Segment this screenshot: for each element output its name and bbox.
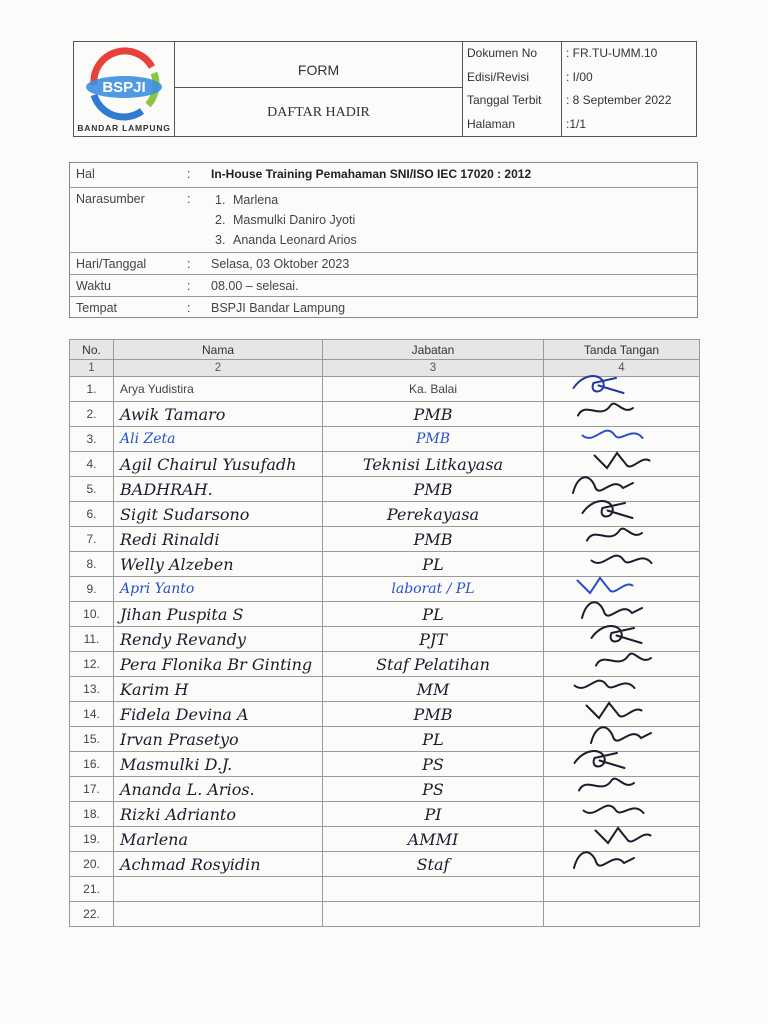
signature-cell — [544, 877, 700, 902]
attendee-name-text: Ananda L. Arios. — [120, 779, 255, 799]
meta-value: :1/1 — [566, 116, 587, 131]
row-number: 4. — [70, 452, 114, 477]
attendee-position — [323, 752, 544, 777]
info-row-hal — [70, 163, 697, 188]
attendee-position-text: MM — [416, 679, 450, 699]
attendee-position — [323, 377, 544, 402]
attendee-name — [114, 702, 323, 727]
attendee-position — [323, 827, 544, 852]
speaker-item: 1. Marlena — [215, 193, 279, 207]
column-header-tanda-tangan: Tanda Tangan — [544, 340, 700, 360]
row-number: 6. — [70, 502, 114, 527]
column-index: 3 — [323, 360, 544, 377]
info-value-hal: In-House Training Pemahaman SNI/ISO IEC 17020 : 2012 — [211, 167, 532, 181]
attendee-name — [114, 802, 323, 827]
info-row-waktu — [70, 275, 697, 297]
row-number: 11. — [70, 627, 114, 652]
meta-key: Tanggal Terbit — [467, 93, 542, 107]
info-label: Narasumber — [76, 192, 145, 206]
attendee-position — [323, 727, 544, 752]
attendee-position-text: PI — [424, 804, 442, 824]
attendee-position — [323, 527, 544, 552]
info-label: Tempat — [76, 301, 117, 315]
attendee-name-text: Jihan Puspita S — [120, 604, 244, 624]
row-number: 5. — [70, 477, 114, 502]
attendee-name — [114, 902, 323, 927]
attendee-name — [114, 727, 323, 752]
attendee-position-text: AMMI — [407, 829, 459, 849]
speaker-item: 2. Masmulki Daniro Jyoti — [215, 213, 356, 227]
attendee-name-text: Masmulki D.J. — [120, 754, 233, 774]
attendee-name — [114, 402, 323, 427]
attendee-position-text: PMB — [413, 704, 453, 724]
attendee-position-text: Perekayasa — [386, 504, 480, 524]
row-number: 1. — [70, 377, 114, 402]
attendee-position-text: PS — [422, 754, 444, 774]
attendee-name-text: Rizki Adrianto — [120, 804, 236, 824]
column-index: 2 — [114, 360, 323, 377]
info-colon: : — [187, 301, 191, 315]
meta-key: Halaman — [467, 116, 516, 131]
speaker-list — [215, 190, 357, 250]
meta-value: : 8 September 2022 — [566, 93, 672, 107]
attendee-position-text: Ka. Balai — [408, 382, 458, 396]
meta-value: : FR.TU-UMM.10 — [566, 46, 658, 60]
form-title: DAFTAR HADIR — [267, 105, 370, 120]
row-number: 14. — [70, 702, 114, 727]
meta-keys — [463, 42, 562, 136]
attendee-position-text: Staf Pelatihan — [376, 654, 490, 674]
attendee-name-text: Marlena — [120, 829, 188, 849]
attendee-position-text: PJT — [419, 629, 447, 649]
attendee-name — [114, 377, 323, 402]
attendee-name — [114, 752, 323, 777]
attendee-position — [323, 602, 544, 627]
info-value-waktu: 08.00 – selesai. — [211, 279, 299, 293]
attendee-position-text: PL — [422, 604, 444, 624]
info-label: Waktu — [76, 279, 111, 293]
attendee-name-text: Pera Flonika Br Ginting — [120, 654, 313, 674]
info-label: Hari/Tanggal — [76, 257, 147, 271]
logo-name: BSPJI — [102, 79, 146, 96]
attendee-name — [114, 877, 323, 902]
attendee-position-text: PS — [422, 779, 444, 799]
attendee-name — [114, 777, 323, 802]
attendee-name-text: Welly Alzeben — [120, 554, 234, 574]
form-header — [73, 41, 697, 137]
info-value-tanggal: Selasa, 03 Oktober 2023 — [211, 257, 350, 271]
attendee-name-text: Karim H — [120, 679, 189, 699]
attendee-name-text: BADHRAH. — [120, 479, 213, 499]
row-number: 16. — [70, 752, 114, 777]
column-header-no: No. — [70, 340, 114, 360]
meta-key: Edisi/Revisi — [467, 69, 530, 84]
attendee-position — [323, 427, 544, 452]
attendee-name — [114, 602, 323, 627]
attendee-name — [114, 527, 323, 552]
row-number: 10. — [70, 602, 114, 627]
speaker-item: 3. Ananda Leonard Arios — [215, 233, 357, 247]
info-row-tempat — [70, 297, 697, 318]
column-header-jabatan: Jabatan — [323, 340, 544, 360]
attendee-position — [323, 627, 544, 652]
attendee-position — [323, 902, 544, 927]
form-title-cell — [175, 42, 463, 136]
attendee-position — [323, 477, 544, 502]
signature-cell — [544, 902, 700, 927]
row-number: 15. — [70, 727, 114, 752]
column-index: 4 — [544, 360, 700, 377]
attendee-position — [323, 452, 544, 477]
attendee-name — [114, 452, 323, 477]
attendee-position-text: PL — [422, 729, 444, 749]
attendee-position — [323, 502, 544, 527]
attendee-name — [114, 427, 323, 452]
attendee-name — [114, 477, 323, 502]
column-index: 1 — [70, 360, 114, 377]
attendee-name-text: Ali Zeta — [120, 431, 176, 447]
attendee-name-text: Arya Yudistira — [120, 382, 194, 396]
attendee-position-text: PL — [422, 554, 444, 574]
info-colon: : — [187, 167, 191, 181]
attendee-name-text: Achmad Rosyidin — [120, 854, 261, 874]
attendee-name — [114, 827, 323, 852]
info-colon: : — [187, 257, 191, 271]
logo-caption: BANDAR LAMPUNG — [77, 123, 171, 133]
row-number: 7. — [70, 527, 114, 552]
attendee-position-text: PMB — [415, 431, 451, 447]
attendance-table — [69, 339, 700, 927]
attendee-position — [323, 777, 544, 802]
signature-cell — [544, 852, 700, 877]
attendee-position — [323, 877, 544, 902]
row-number: 12. — [70, 652, 114, 677]
attendee-position-text: PMB — [413, 404, 453, 424]
attendee-name — [114, 677, 323, 702]
form-label: FORM — [175, 42, 462, 88]
row-number: 20. — [70, 852, 114, 877]
row-number: 21. — [70, 877, 114, 902]
attendee-position — [323, 677, 544, 702]
row-number: 17. — [70, 777, 114, 802]
row-number: 22. — [70, 902, 114, 927]
attendee-position — [323, 577, 544, 602]
info-row-narasumber — [70, 188, 697, 253]
logo-cell — [74, 42, 175, 136]
info-colon: : — [187, 192, 191, 206]
row-number: 18. — [70, 802, 114, 827]
row-number: 19. — [70, 827, 114, 852]
attendee-position-text: Teknisi Litkayasa — [362, 454, 504, 474]
attendee-name-text: Apri Yanto — [120, 581, 195, 597]
attendee-name-text: Sigit Sudarsono — [120, 504, 250, 524]
attendee-position — [323, 552, 544, 577]
attendee-position-text: laborat / PL — [391, 581, 475, 597]
info-label: Hal — [76, 167, 95, 181]
info-row-tanggal — [70, 253, 697, 275]
attendee-position — [323, 852, 544, 877]
bspji-logo — [80, 45, 170, 123]
row-number: 2. — [70, 402, 114, 427]
row-number: 3. — [70, 427, 114, 452]
attendee-name — [114, 552, 323, 577]
attendee-name — [114, 577, 323, 602]
attendee-position — [323, 652, 544, 677]
attendee-name — [114, 852, 323, 877]
row-number: 9. — [70, 577, 114, 602]
attendee-name-text: Redi Rinaldi — [120, 529, 220, 549]
meta-key: Dokumen No — [467, 46, 538, 60]
attendee-name-text: Rendy Revandy — [120, 629, 246, 649]
attendee-position — [323, 802, 544, 827]
attendee-name-text: Awik Tamaro — [120, 404, 226, 424]
attendee-position — [323, 702, 544, 727]
table-header-row — [70, 340, 700, 360]
meta-values — [562, 42, 696, 136]
column-header-nama: Nama — [114, 340, 323, 360]
attendee-name — [114, 502, 323, 527]
attendee-position — [323, 402, 544, 427]
info-colon: : — [187, 279, 191, 293]
attendee-name-text: Irvan Prasetyo — [120, 729, 239, 749]
event-info — [69, 162, 698, 318]
table-row — [70, 902, 700, 927]
table-row — [70, 877, 700, 902]
meta-value: : I/00 — [566, 69, 593, 84]
attendee-position-text: Staf — [416, 854, 450, 874]
row-number: 8. — [70, 552, 114, 577]
attendee-name-text: Agil Chairul Yusufadh — [120, 454, 297, 474]
table-row — [70, 852, 700, 877]
attendee-name — [114, 627, 323, 652]
attendee-name-text: Fidela Devina A — [120, 704, 249, 724]
attendee-position-text: PMB — [413, 479, 453, 499]
attendee-name — [114, 652, 323, 677]
info-value-tempat: BSPJI Bandar Lampung — [211, 301, 346, 315]
row-number: 13. — [70, 677, 114, 702]
attendee-position-text: PMB — [413, 529, 453, 549]
